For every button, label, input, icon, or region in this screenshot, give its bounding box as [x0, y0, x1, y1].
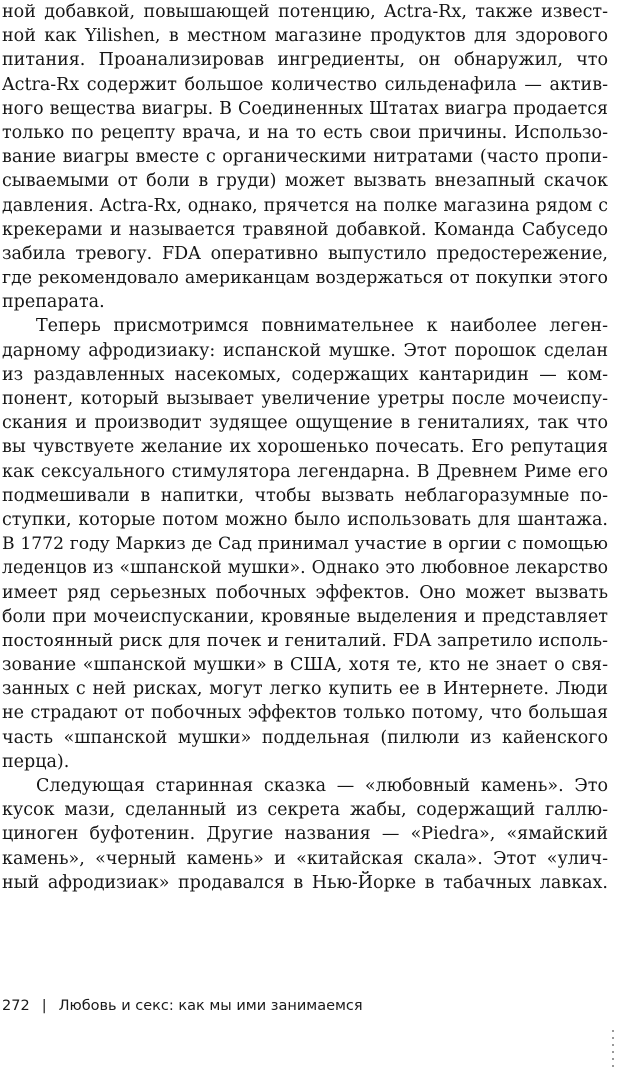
text-line: подмешивали в напитки, чтобы вызвать неблагоразумные по- — [2, 485, 608, 506]
text-line: В 1772 году Маркиз де Сад принимал участие в оргии с помощью — [2, 534, 608, 555]
text-line: Теперь присмотримся повнимательнее к наиболее леген- — [36, 316, 608, 337]
page-footer — [2, 998, 363, 1014]
text-line: из раздавленных насекомых, содержащих кантаридин — ком- — [2, 364, 608, 385]
text-line: питания. Проанализировав ингредиенты, он обнаружил, что — [2, 50, 608, 71]
text-line: крекерами и называется травяной добавкой. Команда Сабуседо — [2, 219, 608, 240]
text-line: ступки, которые потом можно было использовать для шантажа. — [2, 509, 608, 530]
text-line: забила тревогу. FDA оперативно выпустило предостережение, — [2, 243, 608, 264]
page-number: 272 — [2, 998, 30, 1014]
text-line: Следующая старинная сказка — «любовный камень». Это — [36, 776, 608, 796]
text-line: ной добавкой, повышающей потенцию, Actra-Rx, также извест- — [2, 2, 608, 22]
footer-separator: | — [41, 998, 47, 1014]
text-line: вы чувствуете желание их хорошенько почесать. Его репутация — [2, 437, 608, 458]
text-line: циноген буфотенин. Другие названия — «Piedra», «ямайский — [2, 824, 608, 845]
text-line: как сексуального стимулятора легендарна. В Древнем Риме его — [2, 461, 608, 482]
text-line: Actra-Rx содержит большое количество сильденафила — актив- — [2, 74, 608, 95]
text-line: вание виагры вместе с органическими нитратами (часто пропи- — [2, 147, 608, 168]
text-line: занных с ней рисках, могут легко купить ее в Интернете. Люди — [2, 679, 608, 700]
text-line: леденцов из «шпанской мушки». Однако это любовное лекарство — [2, 558, 608, 579]
text-line: имеет ряд серьезных побочных эффектов. Оно может вызвать — [2, 582, 608, 603]
text-line: часть «шпанской мушки» поддельная (пилюли из кайенского — [2, 727, 608, 748]
text-line: понент, который вызывает увеличение уретры после мочеиспу- — [2, 389, 608, 409]
text-line: ной как Yilishen, в местном магазине продуктов для здорового — [2, 26, 608, 47]
text-line: камень», «черный камень» и «китайская скала». Этот «улич- — [2, 848, 608, 869]
text-line: скания и производит зудящее ощущение в гениталиях, так что — [2, 413, 608, 434]
text-line: давления. Actra-Rx, однако, прячется на полке магазина рядом с — [2, 195, 608, 216]
scan-edge-marks — [612, 1030, 614, 1070]
text-line: сываемыми от боли в груди) может вызвать внезапный скачок — [2, 171, 608, 192]
text-line: кусок мази, сделанный из секрета жабы, содержащий галлю- — [2, 800, 608, 821]
text-line: боли при мочеиспускании, кровяные выделения и представляет — [2, 606, 608, 627]
running-title: Любовь и секс: как мы ими занимаемся — [58, 998, 363, 1014]
body-text — [2, 0, 608, 895]
text-line: не страдают от побочных эффектов только потому, что большая — [2, 703, 608, 724]
text-line: где рекомендовало американцам воздержаться от покупки этого — [2, 268, 608, 289]
text-line: ный афродизиак» продавался в Нью-Йорке в табачных лавках. — [2, 872, 608, 893]
text-line: постоянный риск для почек и гениталий. FDA запретило исполь- — [2, 630, 608, 651]
text-line: только по рецепту врача, и на то есть свои причины. Использо- — [2, 122, 608, 143]
text-line: ного вещества виагры. В Соединенных Штатах виагра продается — [2, 98, 608, 119]
text-line: препарата. — [2, 292, 105, 313]
text-line: перца). — [2, 751, 70, 772]
text-line: дарному афродизиаку: испанской мушке. Этот порошок сделан — [2, 340, 608, 361]
text-line: зование «шпанской мушки» в США, хотя те, кто не знает о свя- — [2, 655, 608, 676]
